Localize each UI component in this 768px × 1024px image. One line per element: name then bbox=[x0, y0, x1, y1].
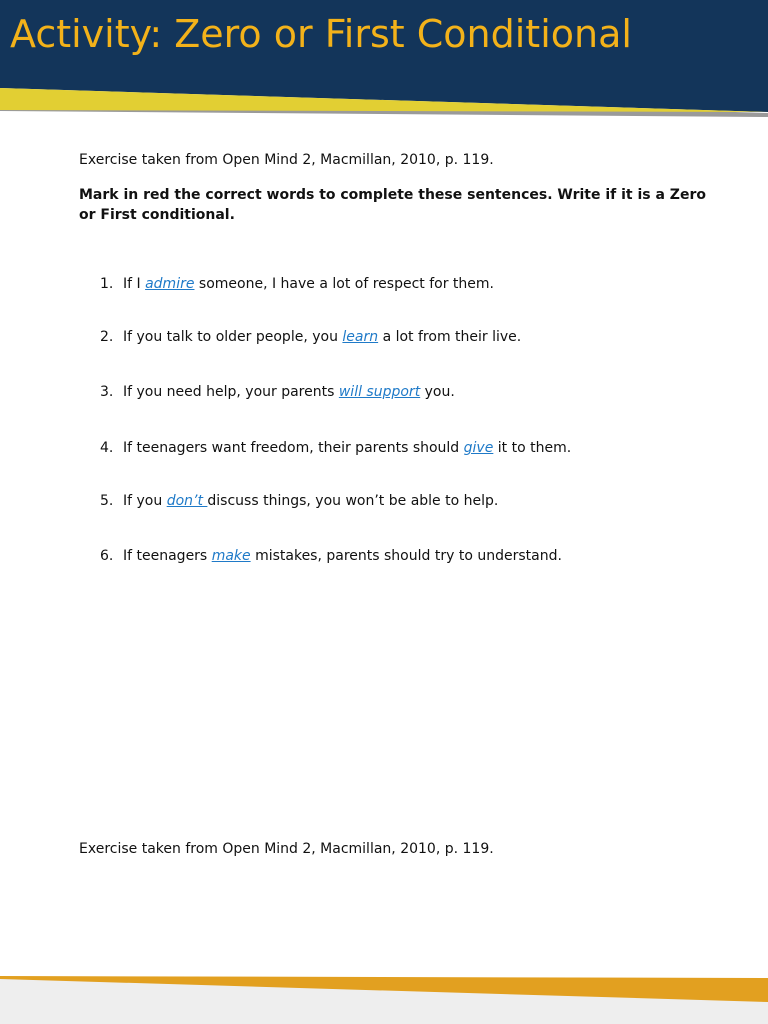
instructions: Mark in red the correct words to complete these sentences. Write if it is a Zero or First conditional. bbox=[79, 187, 706, 223]
footer-banner bbox=[0, 970, 768, 1024]
sentence-start: If you need help, your parents bbox=[123, 384, 339, 400]
item-sentence bbox=[123, 492, 498, 510]
sentence-end: it to them. bbox=[493, 440, 572, 456]
sentence-end: someone, I have a lot of respect for them. bbox=[194, 276, 494, 292]
sentence-start: If teenagers want freedom, their parents should bbox=[123, 440, 464, 456]
answer-text: give bbox=[463, 440, 494, 456]
item-number: 6. bbox=[100, 548, 114, 564]
slide-header bbox=[0, 0, 768, 120]
answer-text: admire bbox=[145, 276, 195, 292]
item-number: 3. bbox=[100, 384, 114, 400]
answer-text: learn bbox=[342, 329, 379, 345]
page-title: Activity: Zero or First Conditional bbox=[10, 12, 632, 56]
answer-text: make bbox=[211, 548, 251, 564]
sentence-start: If you bbox=[123, 493, 167, 509]
sentence-end: a lot from their live. bbox=[378, 329, 522, 345]
item-sentence bbox=[123, 328, 521, 346]
source-citation-top: Exercise taken from Open Mind 2, Macmillan, 2010, p. 119. bbox=[79, 152, 494, 168]
item-number: 2. bbox=[100, 329, 114, 345]
sentence-start: If I bbox=[123, 276, 146, 292]
item-sentence bbox=[123, 275, 494, 293]
sentence-start: If teenagers bbox=[123, 548, 212, 564]
source-citation-bottom: Exercise taken from Open Mind 2, Macmillan, 2010, p. 119. bbox=[79, 841, 494, 857]
item-number: 4. bbox=[100, 440, 114, 456]
item-sentence bbox=[123, 439, 571, 457]
answer-text: will support bbox=[338, 384, 421, 400]
item-number: 5. bbox=[100, 493, 114, 509]
sentence-end: discuss things, you won’t be able to help. bbox=[207, 493, 499, 509]
slide-footer bbox=[0, 970, 768, 1024]
sentence-end: mistakes, parents should try to understand. bbox=[250, 548, 562, 564]
sentence-end: you. bbox=[420, 384, 455, 400]
answer-text: don’t bbox=[166, 493, 208, 509]
item-sentence bbox=[123, 383, 455, 401]
sentence-start: If you talk to older people, you bbox=[123, 329, 343, 345]
item-sentence bbox=[123, 547, 562, 565]
item-number: 1. bbox=[100, 276, 114, 292]
